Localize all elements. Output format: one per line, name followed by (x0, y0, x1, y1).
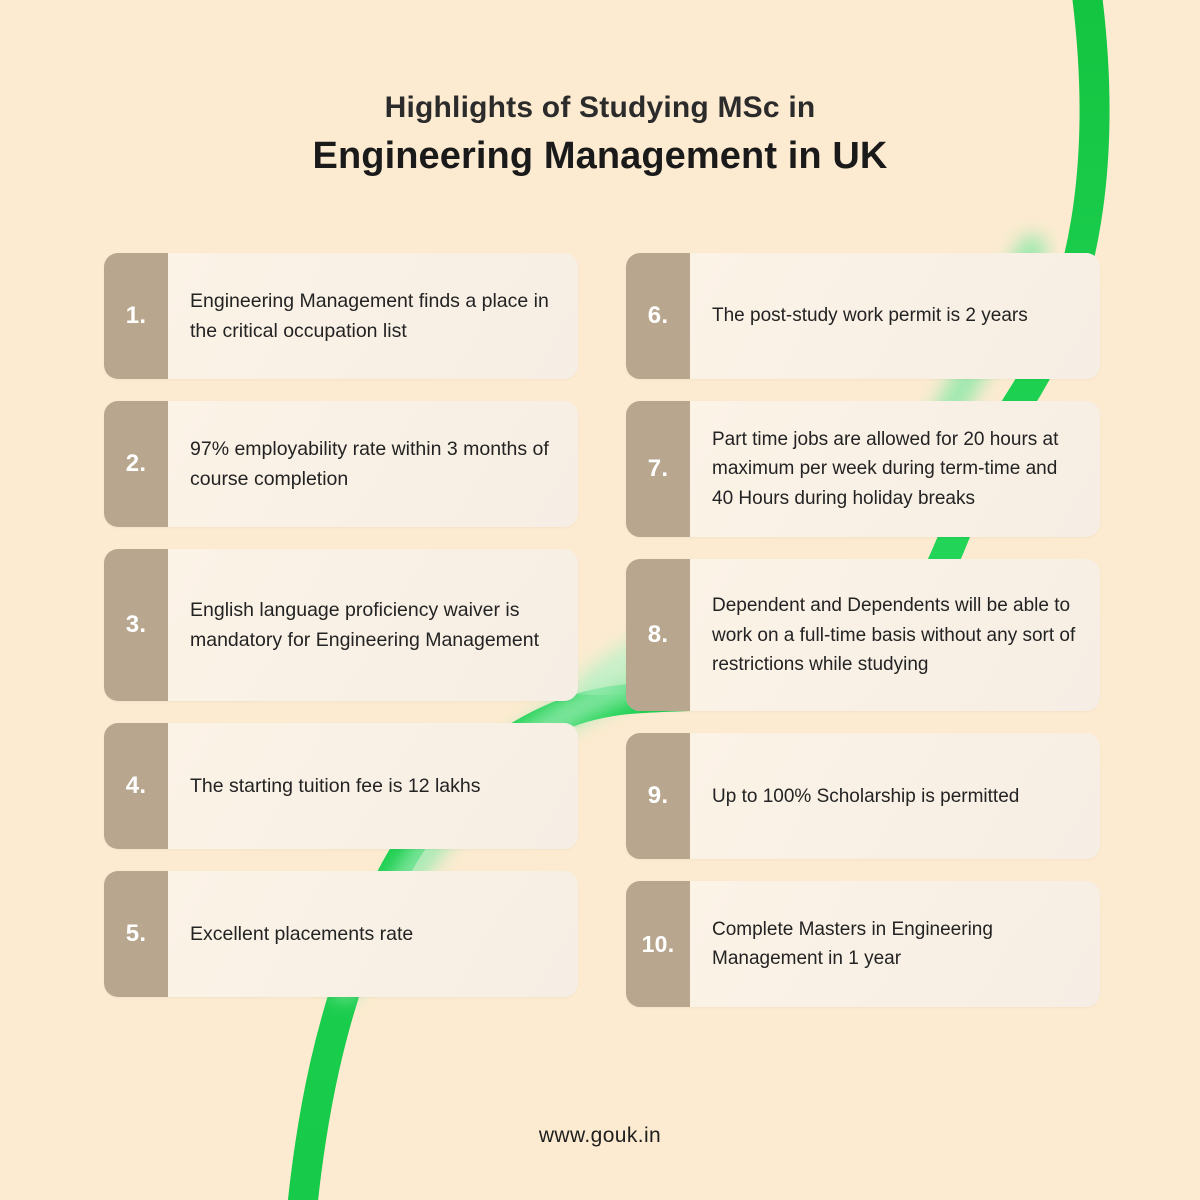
item-text: The starting tuition fee is 12 lakhs (168, 723, 578, 849)
item-number: 8. (626, 559, 690, 711)
list-item (626, 881, 1100, 1007)
item-text: The post-study work permit is 2 years (690, 253, 1100, 379)
item-number: 1. (104, 253, 168, 379)
item-number: 2. (104, 401, 168, 527)
item-text: Dependent and Dependents will be able to work on a full-time basis without any sort of restrictions while studying (690, 559, 1100, 711)
item-number: 10. (626, 881, 690, 1007)
item-text: 97% employability rate within 3 months of course completion (168, 401, 578, 527)
list-item (104, 401, 578, 527)
footer-website: www.gouk.in (538, 1124, 662, 1147)
item-text: Part time jobs are allowed for 20 hours at maximum per week during term-time and 40 Hours during holiday breaks (690, 401, 1100, 537)
item-number: 5. (104, 871, 168, 997)
right-column (626, 253, 1100, 1007)
page-title (0, 88, 1200, 181)
title-line-1: Highlights of Studying MSc in (384, 91, 816, 124)
list-item (104, 549, 578, 701)
item-text: Excellent placements rate (168, 871, 578, 997)
list-item (626, 401, 1100, 537)
item-text: Complete Masters in Engineering Management in 1 year (690, 881, 1100, 1007)
item-number: 9. (626, 733, 690, 859)
list-item (626, 253, 1100, 379)
item-text: Up to 100% Scholarship is permitted (690, 733, 1100, 859)
list-item (104, 723, 578, 849)
highlights-columns (104, 253, 1100, 1007)
title-line-2: Engineering Management in UK (312, 135, 888, 177)
list-item (104, 871, 578, 997)
item-number: 6. (626, 253, 690, 379)
item-number: 4. (104, 723, 168, 849)
item-number: 3. (104, 549, 168, 701)
item-text: Engineering Management finds a place in the critical occupation list (168, 253, 578, 379)
item-text: English language proficiency waiver is mandatory for Engineering Management (168, 549, 578, 701)
list-item (626, 559, 1100, 711)
left-column (104, 253, 578, 1007)
list-item (104, 253, 578, 379)
item-number: 7. (626, 401, 690, 537)
list-item (626, 733, 1100, 859)
